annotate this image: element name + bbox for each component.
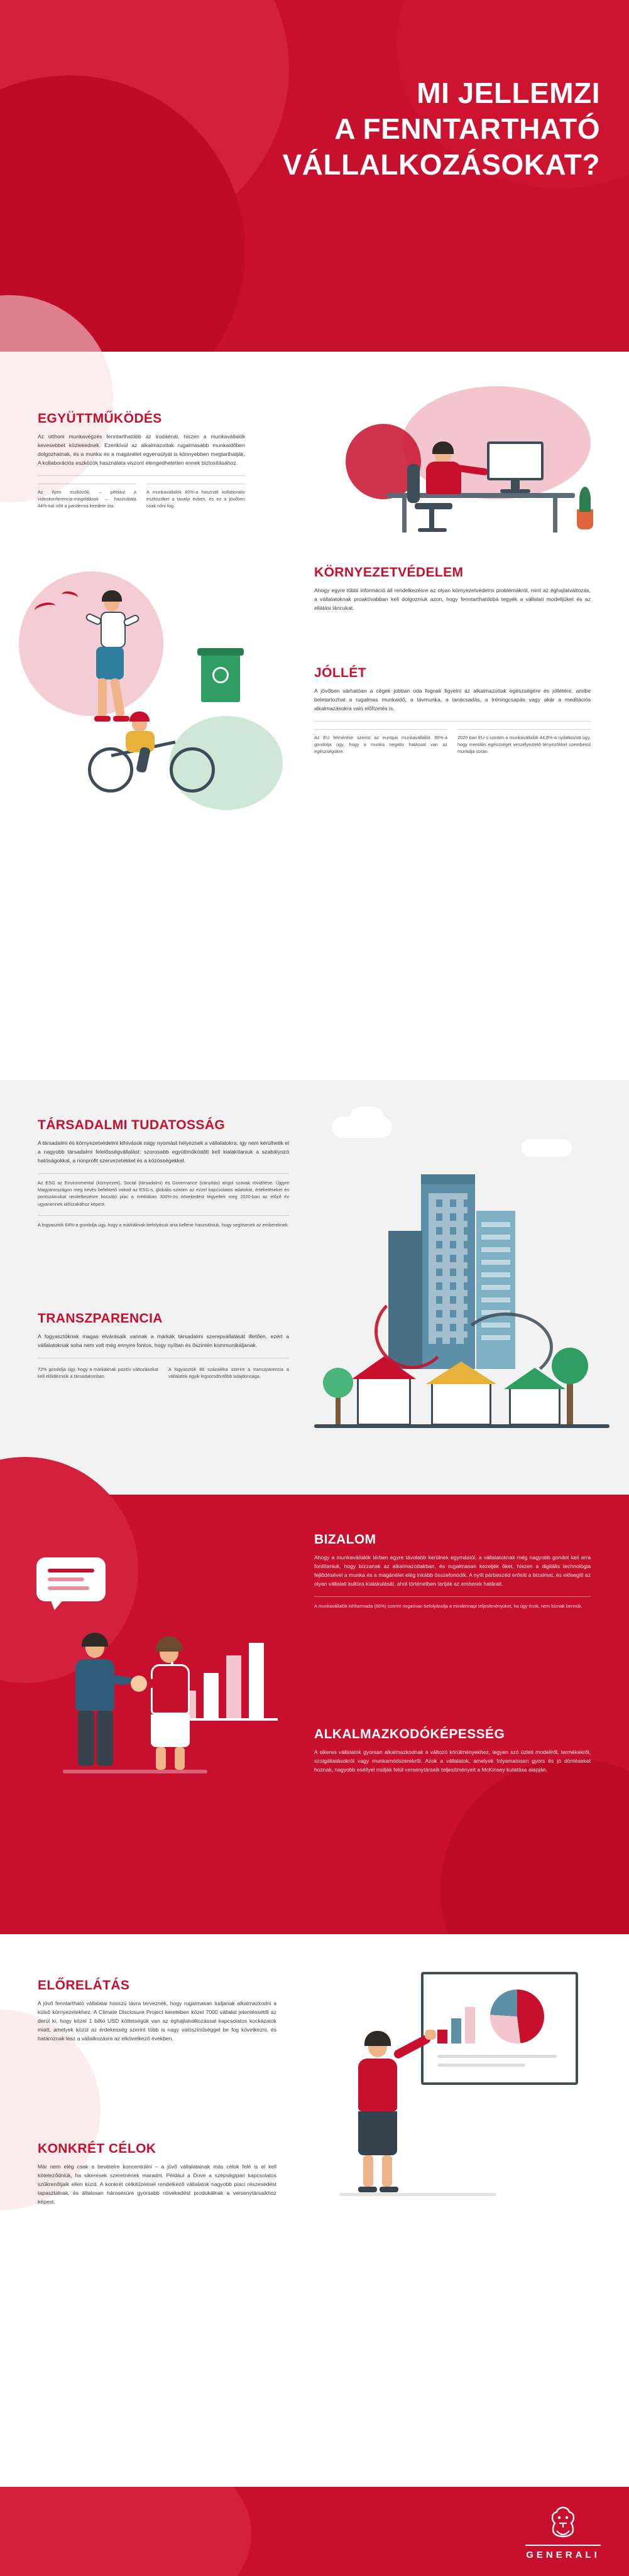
illustration-presentation [314, 1972, 603, 2236]
section-body: A társadalmi és környezetvédelmi kihívások nagy nyomást helyeznek a vállalatokra, így nem kerülhetik el a nagyobb társadalmi felelősségvállalást: szorosabb együttműködőtt kell kialakítaniuk a szabályozó hatóságokkal, a nonprofit szervezetekkel és a közösségekkel. [38, 1140, 289, 1164]
chair-seat [415, 503, 452, 509]
divider [314, 1596, 591, 1597]
section-elorelatas [38, 1978, 276, 2043]
stat-item: A munkavállalók 80%-a használt kollaborativ eszközöket a tavalyi évben, és ez a jövőben csak nőni fog. [146, 484, 245, 510]
stat-item: A fogyasztók 86 százaléka szerint a transzparencia a vállalatok egyik legsorsdöntőbb tulajdonsága. [168, 1366, 289, 1380]
band-foresight-goals [0, 1934, 629, 2487]
person-leg [175, 1747, 185, 1770]
stat-item: A fogyasztók 64%-a gondolja úgy, hogy a márkáknak befolyásuk arra kellene használniuk, hogy segítsenek az embereknek. [38, 1221, 289, 1228]
handshake-icon [131, 1675, 147, 1692]
stat-item: A munkavállalók kétharmada (66%) szerint negatívan befolyásolja a mindennapi teljesítményüket, ha úgy érzik, nem bíznak bennük. [314, 1603, 583, 1609]
section-body: A fogyasztóknak magas elvárásaik vannak a márkák társadalmi szerepvállalását illetően, ezért a vállalatoknak soha nem volt még ennyire fontos, hogy nyíltan és őszintén kommunikáljanak. [38, 1333, 289, 1348]
section-title: ALKALMAZKODÓKÉPESSÉG [314, 1727, 505, 1741]
lion-icon [545, 2506, 581, 2538]
presenter-hand [425, 2030, 436, 2040]
person-hair [156, 1637, 182, 1652]
band-social-awareness-transparency [0, 1080, 629, 1495]
illustration-city-buildings [314, 1105, 610, 1476]
section-title: ELŐRELÁTÁS [38, 1978, 130, 1993]
stat-row [38, 484, 245, 510]
runner-torso [101, 612, 126, 648]
section-title: EGYÜTTMŰKÖDÉS [38, 411, 162, 426]
presenter-hair [364, 2031, 391, 2046]
section-jollet [314, 666, 591, 755]
section-konkret-celok [38, 2141, 276, 2207]
person-leg [97, 1711, 113, 1766]
stat-item: 2020-ban EU-s szinten a munkavállalók 44,8%-a nyilatkozott úgy, hogy mentális egészségét veszélyeztető tényezőkkel szembesül munkája során. [457, 729, 591, 755]
divider [38, 475, 245, 476]
section-tarsadalmi-tudatossag [38, 1118, 289, 1228]
stat-item: Az ilyen eszközök, – például a videokonferencia-megoldások – használata 44%-kal nőtt a pandemia kezdete óta. [38, 484, 136, 510]
illustration-outdoor-activity [13, 559, 308, 842]
presenter-skirt [358, 2111, 397, 2155]
section-title: TRANSZPARENCIA [38, 1311, 163, 1326]
bubble-line [48, 1569, 94, 1572]
section-alkalmazkodokepesseg [314, 1727, 591, 1775]
chart-bar [204, 1673, 219, 1718]
person-torso [75, 1659, 114, 1711]
logo-divider [525, 2545, 601, 2546]
section-body: Ahogy a munkavállalók térben egyre távolabb kerülnek egymástól, a vállalatoknak még nagyobb gondot kell arra fordítaniuk, hogy bízzanak az alkalmazottakban, és rugalmasan kezeljék őket, hiszen a digitális technológia fejlődésével a munka és a magánélet elég inkább összefonódik. A nyílt párbeszéd erősíti a bizalmat, és elősegíti az olyan vállalati kultúra kialakulását, ahol történetben tartják az emberek határait. [314, 1554, 591, 1587]
recycle-icon [212, 667, 229, 683]
section-body: Már nem elég csak a bevételre koncentrálni – a jövő vállalatainak más célok felé is el kell köteleződniük, ha sikeresek szeretnének maradni. Például a Dove a szépségipari kapcsolatos szűkrenőtjaik ellen küzd. A konkrét célkitűzéssel rendelkező vállalatok nagyobb piaci részesedést tapasztalnak, és általosan hárosesüre gyorsabb növekedést produkálnak a versenytársaikhoz képest. [38, 2163, 276, 2205]
stat-item: Az EU felmérése szerint az európai munkavállalók 36%-a gondolja úgy, hogy a munka negatív hatással van az egészségükre. [314, 729, 447, 755]
section-note: Az ESG az Environmental (környezeti), Social (társadalmi) és Governance (irányítás) angol szavak rövidítése. Újgyre Magyarországon meg kevés befektető vokod az ESG-s, globális szinten az ezzel kapcsolatos adatokat, értékeléseket és pontszámokat rendelkezésre bocsátó piac a médiában 300%-ös növekedést tégyeltek meg 2020-ban az előző év ugyanennek időszakához képest. [38, 1179, 289, 1207]
section-egyuttmukodes [38, 411, 245, 510]
section-bizalom [314, 1532, 591, 1610]
section-transzparencia [38, 1311, 289, 1380]
chair-back [407, 464, 420, 503]
illustration-handshake-chart [25, 1532, 302, 1897]
cloud-shape [522, 1139, 572, 1157]
presenter-shoe [358, 2187, 377, 2192]
divider [38, 1173, 289, 1174]
band-collaboration-environment-wellbeing [0, 352, 629, 1080]
chart-bar [226, 1655, 241, 1718]
chair-base [418, 528, 447, 532]
bubble-line [48, 1586, 89, 1590]
chart-bar [249, 1643, 264, 1718]
page-title-line-2: A FENNTARTHATÓ [334, 112, 600, 146]
speech-bubble-tail [50, 1599, 64, 1610]
tree-crown [323, 1368, 353, 1398]
hero-banner [0, 0, 629, 352]
person-leg [156, 1747, 166, 1770]
ground-line [339, 2193, 496, 2196]
plant-pot [577, 509, 593, 529]
brand-logo [522, 2506, 604, 2560]
stat-item: 72% gondolja úgy, hogy a márkáknak pozitív változásokat kell előidézniük a társadalomban. [38, 1366, 158, 1380]
section-title: JÓLLÉT [314, 666, 366, 680]
board-bar [437, 2030, 447, 2043]
presenter-leg [382, 2155, 392, 2187]
footer [0, 2487, 629, 2576]
desk-leg [402, 498, 407, 533]
board-bar [451, 2018, 461, 2043]
person-skirt [151, 1714, 190, 1747]
page-title-line-1: MI JELLEMZI [417, 77, 600, 109]
monitor-screen [487, 441, 544, 480]
bubble-line [48, 1578, 84, 1581]
monitor-base [500, 489, 530, 493]
house [357, 1377, 411, 1426]
runner-shoe [94, 716, 111, 722]
cloud-shape [349, 1107, 385, 1132]
section-body: Ahogy egyre többi információ áll rendelkezésre az olyan környezetvédelmi problémákról, mint az éghajlatváltozás, a vállalatoknak proaktívabban kell dolgozniuk azon, hogy fenntarthatóbbá tegyék a vállalati modelljüket és az ellátási láncukat. [314, 587, 591, 611]
presenter-leg [363, 2155, 373, 2187]
presenter-torso [358, 2059, 397, 2111]
ground-line [314, 1424, 610, 1428]
stat-row [314, 729, 591, 755]
tree-crown [552, 1348, 588, 1384]
divider [314, 721, 591, 722]
house [509, 1387, 561, 1426]
logo-wordmark: GENERALI [526, 2550, 600, 2560]
pie-chart [490, 1989, 544, 2043]
person-torso [151, 1664, 190, 1714]
section-kornyezetvedelem [314, 565, 591, 613]
ground-line [63, 1770, 207, 1773]
divider [38, 1215, 289, 1216]
section-title: TÁRSADALMI TUDATOSSÁG [38, 1118, 226, 1132]
cyclist-helmet [129, 712, 150, 722]
chair-stem [429, 509, 434, 529]
board-line [437, 2064, 525, 2067]
runner-shoe [113, 716, 129, 722]
page-title-line-3: VÁLLALKOZÁSOKAT? [282, 148, 600, 181]
section-body: A jövőben várhatóan a cégek jobban oda fognak figyelni az alkalmazottak egészségére és jóllétére, amibe beletartozhat a rugalmas munkaidő, a távmunka, a tanácsadás, a tréningcsapás vagy akár a meditációs alkalmazásokra való előfizetés is. [314, 688, 591, 712]
board-bar [465, 2007, 475, 2043]
decor-blob [19, 571, 163, 716]
band-trust-adaptability [0, 1495, 629, 1934]
section-body: A sikeres vállalatok gyorsan alkalmazkodnak a változó körülményekhez, legyen szó üzleti modellről, termékekről, szolgáltatásokról vagy munkamódszerekről. Azok a vállalatok, amelyek folyamatosan gyors és jó döntéseket hoznak, nagyobb eséllyel múlják felül versenytársaik teljesítményeit a McKinsey kutatása alapján. [314, 1749, 591, 1773]
person-leg [78, 1711, 94, 1766]
cycle-arrow [375, 1294, 450, 1369]
runner-leg [98, 678, 107, 717]
house [431, 1382, 491, 1426]
bicycle-wheel [170, 747, 215, 793]
stat-row [38, 1366, 289, 1380]
plant-leaves [579, 487, 591, 512]
section-title: KÖRNYEZETVÉDELEM [314, 565, 464, 580]
page-title [283, 75, 600, 183]
presenter-shoe [380, 2187, 398, 2192]
section-title: BIZALOM [314, 1532, 376, 1547]
runner-shorts [96, 647, 124, 679]
footer-decor-circle [0, 2487, 251, 2576]
board-line [437, 2055, 557, 2058]
desk-leg [553, 498, 557, 533]
building-roof [421, 1174, 475, 1184]
bin-lid [197, 648, 244, 656]
person-hair [82, 1633, 108, 1647]
illustration-home-office [327, 386, 603, 543]
section-title: KONKRÉT CÉLOK [38, 2141, 156, 2156]
section-body: A jövő fenntartható vállalatai hosszú távra terveznek, hogy rugalmasan tudjanak alkalmazkodni a külső környezetekhez. A Climate Disclosure Project keretében közel 7000 vállalat jelentéssétől az derül ki, hogy közel 1 billió USD köttetségük van az éghajlatváltozással kapcsolatos kockázatok miatt, amelyek közül az érdekesség szerint több is nagy valószínűséggel be fog következni, és határoznak lesz a vállalkozásra az elkövetkező években. [38, 2000, 276, 2042]
section-body: Az otthoni munkavégzés fenntarthatóbb az irodáénál, hiszen a munkavállalók kevesebbet közlekednek. Ezenkívül az alkalmazottak rugalmasabb munkaidőben dolgozhatnak, és a munka és a magánélet egyensúlyát is könnyebben megtarthatják. A kollaborációs eszközök használata viszont elengedhetetlen ennek biztosításához. [38, 433, 245, 466]
